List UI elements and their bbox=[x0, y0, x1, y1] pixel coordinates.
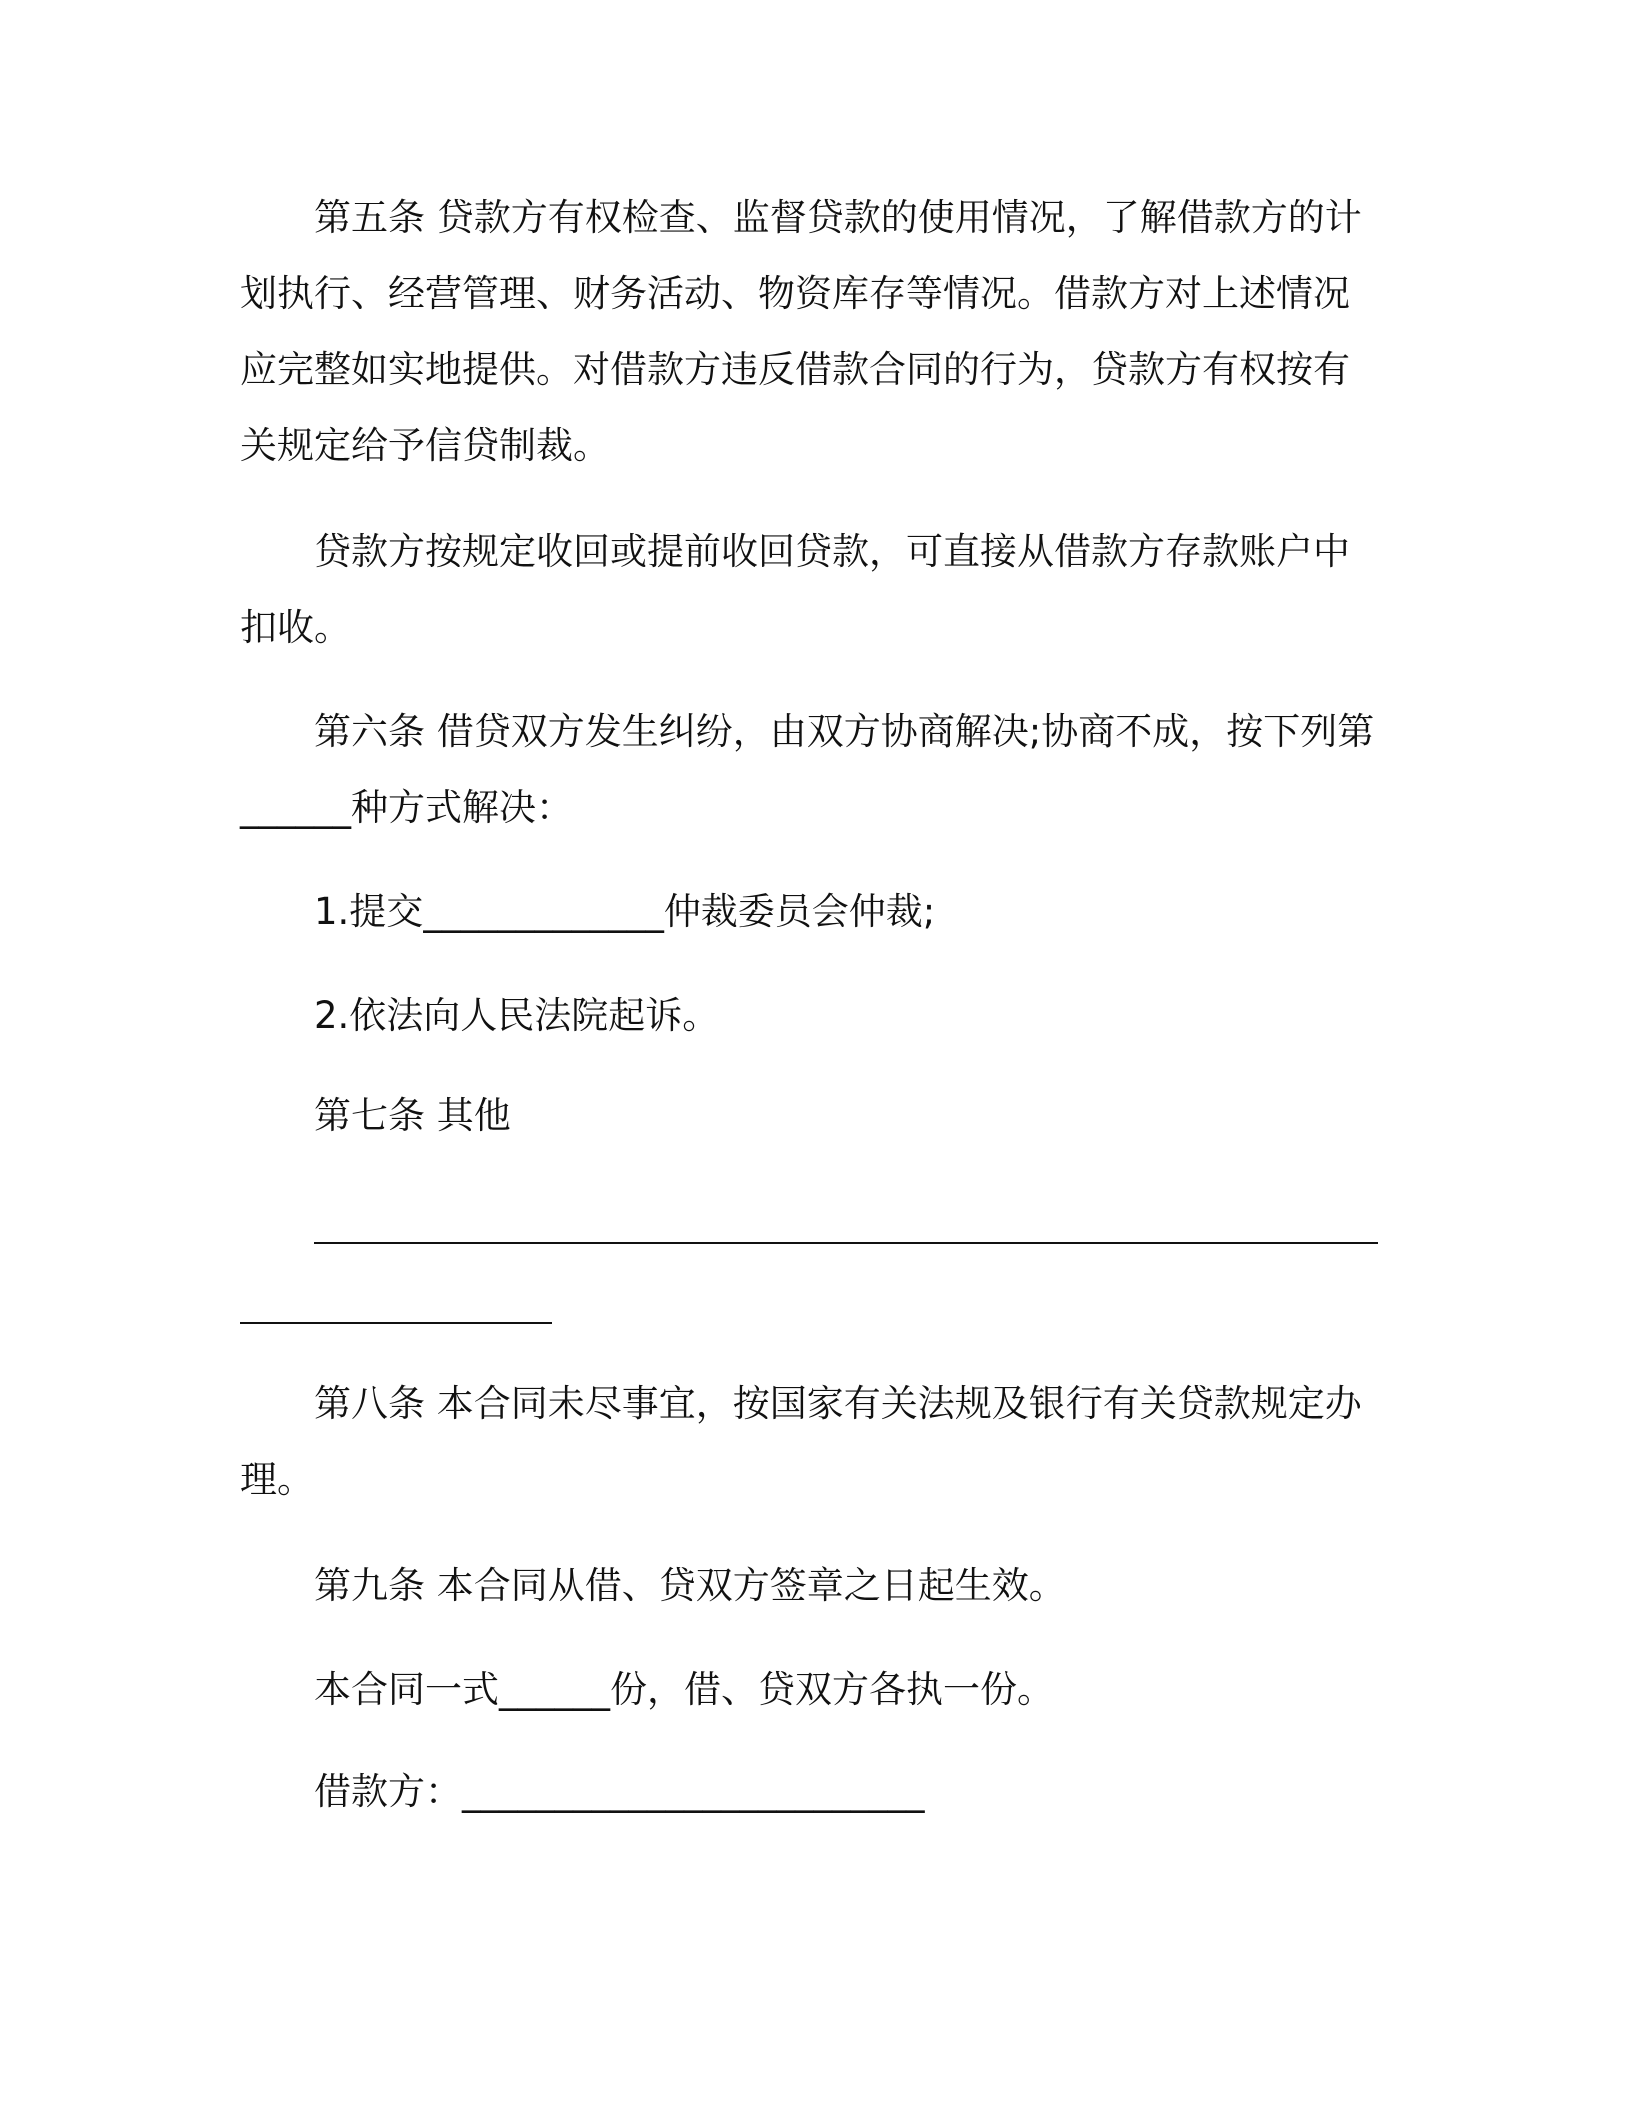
article-5-repayment-line-1: 贷款方按规定收回或提前收回贷款，可直接从借款方存款账户中 bbox=[314, 530, 1350, 573]
option-1-prefix: 1.提交 bbox=[314, 890, 424, 933]
arbitration-committee-blank[interactable]: _____________ bbox=[423, 890, 664, 933]
article-6-line-2 bbox=[240, 770, 573, 846]
copies-prefix: 本合同一式 bbox=[314, 1668, 499, 1711]
article-8-line-1: 第八条 本合同未尽事宜，按国家有关法规及银行有关贷款规定办 bbox=[314, 1382, 1362, 1425]
article-5-line-2: 划执行、经营管理、财务活动、物资库存等情况。借款方对上述情况 bbox=[240, 272, 1350, 315]
copies-paragraph bbox=[314, 1652, 1454, 1728]
borrower-label: 借款方： bbox=[314, 1770, 462, 1813]
article-5-repayment-line-2: 扣收。 bbox=[240, 606, 351, 649]
dispute-option-1 bbox=[314, 874, 1454, 950]
article-5-line-1: 第五条 贷款方有权检查、监督贷款的使用情况，了解借款方的计 bbox=[314, 196, 1362, 239]
article-7-fill-line-2[interactable] bbox=[240, 1322, 552, 1324]
copies-suffix: 份，借、贷双方各执一份。 bbox=[610, 1668, 1054, 1711]
borrower-name-blank[interactable]: _________________________ bbox=[462, 1770, 925, 1813]
option-1-suffix: 仲裁委员会仲裁; bbox=[663, 890, 936, 933]
article-9-paragraph: 第九条 本合同从借、贷双方签章之日起生效。 bbox=[314, 1564, 1066, 1607]
article-5-line-3: 应完整如实地提供。对借款方违反借款合同的行为，贷款方有权按有 bbox=[240, 348, 1350, 391]
article-6-method-blank[interactable]: ______ bbox=[240, 786, 351, 829]
article-6-line-2-suffix: 种方式解决： bbox=[351, 786, 573, 829]
copies-count-blank[interactable]: ______ bbox=[499, 1668, 610, 1711]
article-8-line-2: 理。 bbox=[240, 1458, 314, 1501]
article-7-fill-line-1[interactable] bbox=[314, 1242, 1378, 1244]
borrower-signature-line bbox=[314, 1754, 1454, 1830]
article-7-title: 第七条 其他 bbox=[314, 1094, 511, 1137]
article-5-line-4: 关规定给予信贷制裁。 bbox=[240, 424, 610, 467]
dispute-option-2: 2.依法向人民法院起诉。 bbox=[314, 994, 720, 1037]
article-6-line-1: 第六条 借贷双方发生纠纷，由双方协商解决;协商不成，按下列第 bbox=[314, 710, 1375, 753]
